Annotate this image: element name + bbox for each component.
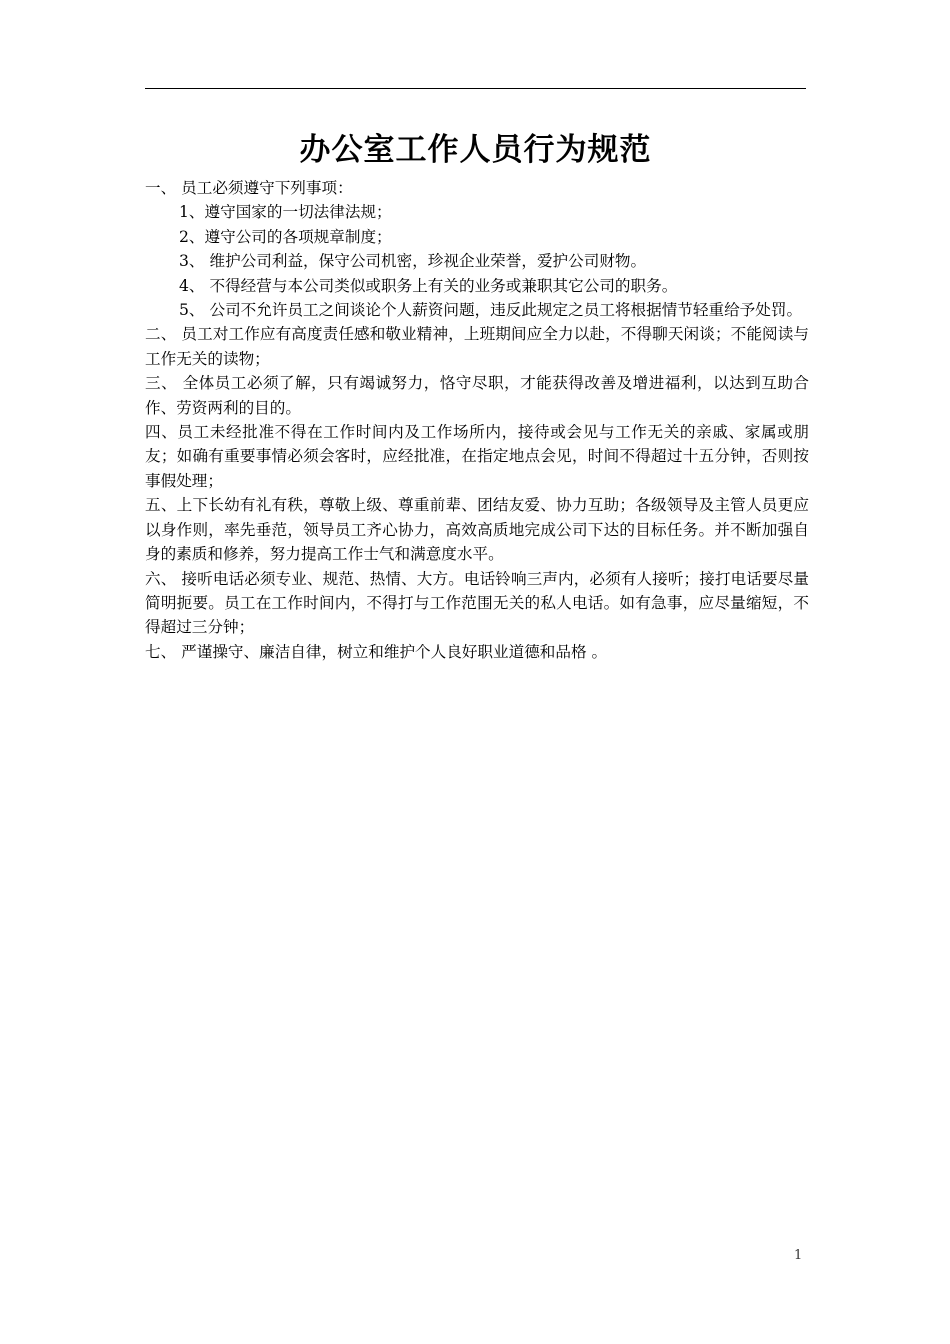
page-number: 1 — [794, 1248, 803, 1263]
header-rule — [145, 88, 806, 89]
document-body — [145, 176, 809, 664]
document-title: 办公室工作人员行为规范 — [299, 132, 652, 168]
section-1-item-2: 2、遵守公司的各项规章制度； — [179, 227, 392, 246]
section-1-item-3: 3、 维护公司利益，保守公司机密，珍视企业荣誉，爱护公司财物。 — [179, 252, 647, 271]
section-1-item-5: 5、 公司不允许员工之间谈论个人薪资问题，违反此规定之员工将根据情节轻重给予处罚。 — [179, 301, 803, 320]
section-6: 六、 接听电话必须专业、规范、热情、大方。电话铃响三声内，必须有人接听；接打电话要尽量简明扼要。员工在工作时间内，不得打与工作范围无关的私人电话。如有急事，应尽量缩短，不得超过三分钟； — [145, 569, 809, 637]
section-7: 七、 严谨操守、廉洁自律，树立和维护个人良好职业道德和品格 。 — [145, 642, 608, 661]
section-1-item-4: 4、 不得经营与本公司类似或职务上有关的业务或兼职其它公司的职务。 — [179, 276, 678, 295]
section-1-heading: 一、 员工必须遵守下列事项： — [145, 179, 353, 197]
section-3: 三、 全体员工必须了解，只有竭诚努力，恪守尽职，才能获得改善及增进福利，以达到互助合作、劳资两利的目的。 — [145, 374, 809, 417]
section-1-item-1: 1、遵守国家的一切法律法规； — [179, 203, 392, 222]
section-2: 二、 员工对工作应有高度责任感和敬业精神，上班期间应全力以赴，不得聊天闲谈；不能阅读与工作无关的读物； — [145, 325, 809, 368]
section-5: 五、上下长幼有礼有秩，尊敬上级、尊重前辈、团结友爱、协力互助；各级领导及主管人员更应以身作则，率先垂范，领导员工齐心协力，高效高质地完成公司下达的目标任务。并不断加强自身的素质和修养，努力提高工作士气和满意度水平。 — [145, 496, 809, 564]
section-4: 四、员工未经批准不得在工作时间内及工作场所内，接待或会见与工作无关的亲戚、家属或朋友；如确有重要事情必须会客时，应经批准，在指定地点会见，时间不得超过十五分钟，否则按事假处理； — [145, 423, 809, 490]
